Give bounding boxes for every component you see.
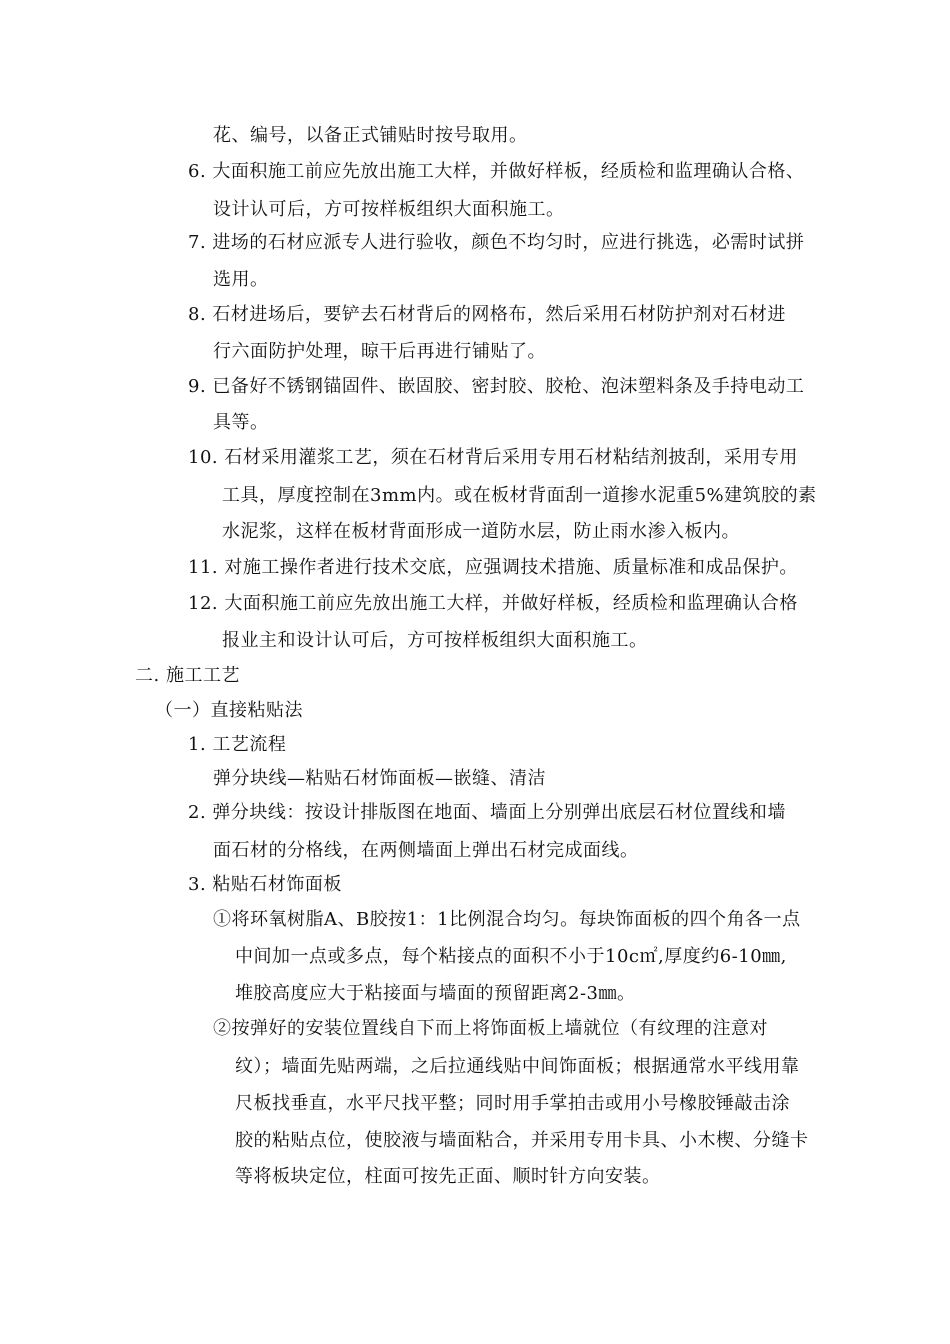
list-item-9-cont: 具等。	[213, 412, 269, 433]
list-item-8: 8. 石材进场后，要铲去石材背后的网格布，然后采用石材防护剂对石材进	[188, 304, 786, 325]
step-2: 2. 弹分块线：按设计排版图在地面、墙面上分别弹出底层石材位置线和墙	[188, 802, 786, 823]
sub-item-2-cont-3: 胶的粘贴点位，使胶液与墙面粘合，并采用专用卡具、小木楔、分缝卡	[235, 1130, 809, 1151]
list-item-9: 9. 已备好不锈钢锚固件、嵌固胶、密封胶、胶枪、泡沫塑料条及手持电动工	[188, 376, 805, 397]
list-item-10-cont-1: 工具，厚度控制在3mm内。或在板材背面刮一道掺水泥重5%建筑胶的素	[222, 485, 817, 506]
section-heading: 二. 施工工艺	[135, 665, 240, 686]
list-item-7-cont: 选用。	[213, 269, 269, 290]
sub-item-2: ②按弹好的安装位置线自下而上将饰面板上墙就位（有纹理的注意对	[213, 1018, 768, 1039]
sub-item-1-cont-2: 堆胶高度应大于粘接面与墙面的预留距离2-3㎜。	[235, 983, 636, 1004]
sub-item-2-cont-2: 尺板找垂直，水平尺找平整；同时用手掌拍击或用小号橡胶锤敲击涂	[235, 1093, 790, 1114]
subsection-heading: （一）直接粘贴法	[155, 700, 303, 721]
step-2-cont: 面石材的分格线，在两侧墙面上弹出石材完成面线。	[213, 840, 639, 861]
list-item-7: 7. 进场的石材应派专人进行验收，颜色不均匀时，应进行挑选，必需时试拼	[188, 232, 805, 253]
sub-item-2-cont-4: 等将板块定位，柱面可按先正面、顺时针方向安装。	[235, 1166, 661, 1187]
step-1-heading: 1. 工艺流程	[188, 734, 287, 755]
list-item-12: 12. 大面积施工前应先放出施工大样，并做好样板，经质检和监理确认合格	[188, 593, 798, 614]
text-line-item5-cont: 花、编号，以备正式铺贴时按号取用。	[213, 125, 528, 146]
list-item-6-cont: 设计认可后，方可按样板组织大面积施工。	[213, 199, 565, 220]
list-item-11: 11. 对施工操作者进行技术交底，应强调技术措施、质量标准和成品保护。	[188, 557, 798, 578]
list-item-8-cont: 行六面防护处理，晾干后再进行铺贴了。	[213, 341, 546, 362]
step-3-heading: 3. 粘贴石材饰面板	[188, 874, 342, 895]
list-item-12-cont: 报业主和设计认可后，方可按样板组织大面积施工。	[222, 630, 648, 651]
list-item-10-cont-2: 水泥浆，这样在板材背面形成一道防水层，防止雨水渗入板内。	[222, 521, 740, 542]
list-item-6: 6. 大面积施工前应先放出施工大样，并做好样板，经质检和监理确认合格、	[188, 161, 805, 182]
process-flow: 弹分块线—粘贴石材饰面板—嵌缝、清洁	[213, 768, 546, 789]
list-item-10: 10. 石材采用灌浆工艺，须在石材背后采用专用石材粘结剂披刮，采用专用	[188, 447, 798, 468]
sub-item-1: ①将环氧树脂A、B胶按1：1比例混合均匀。每块饰面板的四个角各一点	[213, 909, 801, 930]
sub-item-1-cont-1: 中间加一点或多点，每个粘接点的面积不小于10c㎡,厚度约6-10㎜,	[235, 946, 787, 967]
sub-item-2-cont-1: 纹）；墙面先贴两端，之后拉通线贴中间饰面板；根据通常水平线用靠	[235, 1056, 800, 1077]
